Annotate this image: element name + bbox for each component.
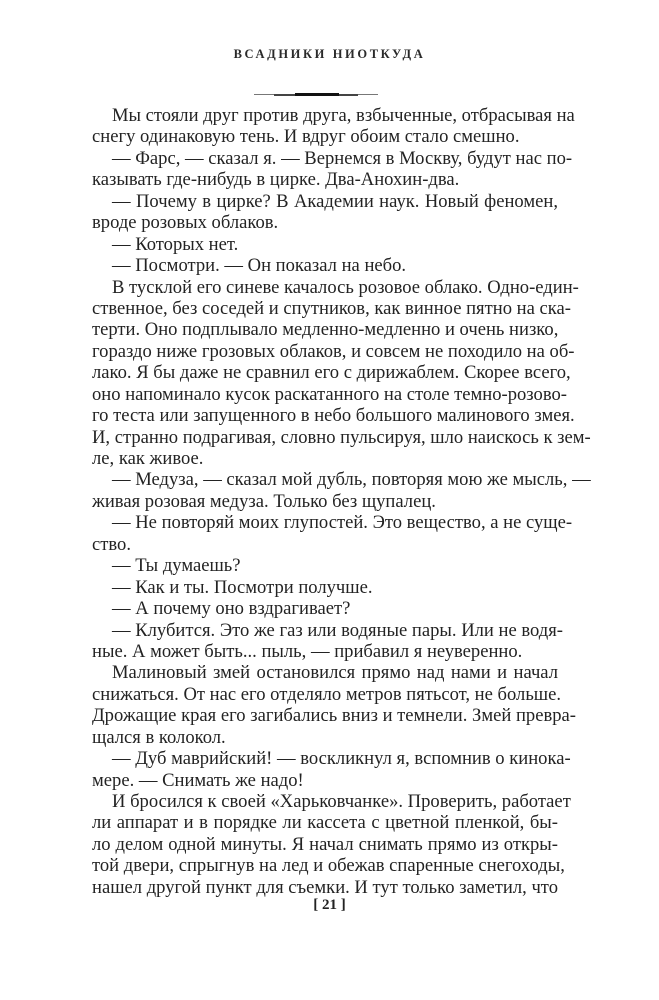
text-line: живая розовая медуза. Только без щупалец.	[92, 490, 436, 512]
text-line: — Как и ты. Посмотри получше.	[112, 576, 373, 598]
text-line: вроде розовых облаков.	[92, 212, 279, 234]
header-rule-ornament	[254, 93, 378, 96]
text-line: — Медуза, — сказал мой дубль, повторяя мою же мысль, —	[112, 469, 591, 491]
text-line: — Клубится. Это же газ или водяные пары. Или не водя-	[112, 619, 563, 641]
text-line: — Ты думаешь?	[112, 555, 241, 577]
text-line: — Дуб маврийский! — воскликнул я, вспомнив о кинока-	[112, 748, 571, 770]
page-number: [ 21 ]	[313, 897, 346, 913]
text-line: — Фарс, — сказал я. — Вернемся в Москву, будут нас по-	[112, 147, 573, 169]
text-line: ство.	[92, 533, 131, 555]
text-line: терти. Оно подплывало медленно-медленно и очень низко,	[92, 319, 559, 341]
body-text	[92, 105, 591, 898]
text-line: — А почему оно вздрагивает?	[112, 598, 351, 620]
text-line: мере. — Снимать же надо!	[92, 769, 304, 791]
text-line: снижаться. От нас его отделяло метров пятьсот, не больше.	[92, 683, 562, 705]
text-line: нашел другой пункт для съемки. И тут только заметил, что	[92, 876, 558, 898]
text-line: Малиновый змей остановился прямо над нами и начал	[112, 662, 558, 684]
text-line: го теста или запущенного в небо большого малинового змея.	[92, 405, 575, 427]
text-line: ле, как живое.	[92, 448, 204, 469]
text-line: И бросился к своей «Харьковчанке». Проверить, работает	[112, 791, 571, 812]
text-line: Дрожащие края его загибались вниз и темнели. Змей превра-	[92, 705, 576, 727]
text-line: И, странно подрагивая, словно пульсируя, шло наискось к зем-	[92, 426, 591, 448]
text-line: ные. А может быть... пыль, — прибавил я неуверенно.	[92, 640, 523, 662]
text-line: — Которых нет.	[112, 233, 239, 255]
text-line: Мы стояли друг против друга, взбыченные, отбрасывая на	[112, 105, 575, 126]
text-line: — Не повторяй моих глупостей. Это вещество, а не суще-	[112, 512, 573, 534]
text-line: снегу одинаковую тень. И вдруг обоим стало смешно.	[92, 126, 520, 148]
text-line: лако. Я бы даже не сравнил его с дирижаблем. Скорее всего,	[92, 362, 571, 384]
running-head-title: ВСАДНИКИ НИОТКУДА	[233, 47, 426, 61]
text-line: оно напоминало кусок раскатанного на столе темно-розово-	[92, 383, 567, 405]
text-line: — Посмотри. — Он показал на небо.	[112, 255, 407, 277]
ornament-thick-rule	[295, 93, 339, 96]
text-line: ло делом одной минуты. Я начал снимать прямо из откры-	[92, 833, 558, 855]
text-line: ственное, без соседей и спутников, как винное пятно на ска-	[92, 297, 571, 319]
text-line: ли аппарат и в порядке ли кассета с цветной пленкой, бы-	[92, 812, 558, 834]
text-line: — Почему в цирке? В Академии наук. Новый феномен,	[112, 190, 558, 212]
text-line: щался в колокол.	[92, 726, 226, 748]
text-line: казывать где-нибудь в цирке. Два-Анохин-два.	[92, 169, 460, 191]
text-line: той двери, спрыгнув на лед и обежав спаренные снегоходы,	[92, 855, 565, 877]
text-line: В тусклой его синеве качалось розовое облако. Одно-един-	[112, 276, 579, 298]
text-line: гораздо ниже грозовых облаков, и совсем не походило на об-	[92, 340, 575, 362]
